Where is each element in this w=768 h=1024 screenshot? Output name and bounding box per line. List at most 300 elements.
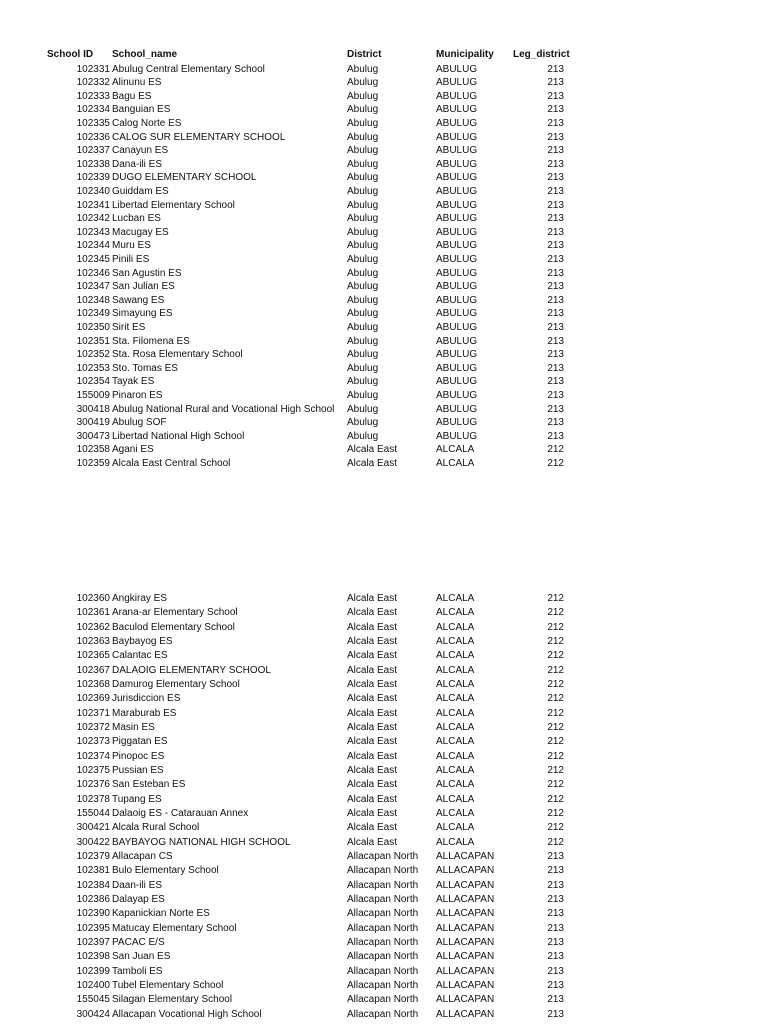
- table-row: [0, 793, 768, 807]
- school-name-cell: Baculod Elementary School: [112, 621, 235, 633]
- municipality-cell: ALLACAPAN: [436, 865, 495, 877]
- table-row: [0, 807, 768, 821]
- district-cell: Allacapan North: [347, 979, 419, 991]
- district-cell: Abulug: [347, 321, 379, 333]
- school-name-cell: Alcala East Central School: [112, 457, 231, 469]
- school-name-cell: CALOG SUR ELEMENTARY SCHOOL: [112, 131, 286, 143]
- district-cell: Abulug: [347, 240, 379, 252]
- district-cell: Allacapan North: [347, 951, 419, 963]
- school-name-cell: Sawang ES: [112, 294, 165, 306]
- municipality-cell: ALLACAPAN: [436, 1008, 495, 1020]
- district-cell: Alcala East: [347, 593, 398, 604]
- municipality-cell: ABULUG: [436, 240, 478, 252]
- school-name-cell: Damurog Elementary School: [112, 678, 240, 690]
- school-name-cell: Alinunu ES: [112, 77, 162, 89]
- table-row: [0, 850, 768, 864]
- municipality-cell: ALCALA: [436, 836, 475, 848]
- district-cell: Abulug: [347, 131, 379, 143]
- district-cell: Abulug: [347, 213, 379, 225]
- municipality-cell: ALCALA: [436, 736, 475, 748]
- municipality-cell: ALCALA: [436, 444, 475, 456]
- school-name-cell: Guiddam ES: [112, 185, 169, 197]
- table-row: [0, 707, 768, 721]
- table-row: [0, 362, 768, 376]
- district-cell: Alcala East: [347, 807, 398, 819]
- school-name-cell: Allacapan CS: [112, 850, 173, 862]
- school-name-cell: Abulug SOF: [112, 417, 167, 429]
- school-name-cell: Agani ES: [112, 444, 154, 456]
- school-id-cell: 102334: [76, 104, 110, 116]
- leg-district-cell: 213: [547, 253, 564, 265]
- school-id-cell: 300422: [76, 836, 110, 848]
- school-id-cell: 102349: [76, 308, 110, 320]
- school-name-cell: Calog Norte ES: [112, 117, 182, 129]
- school-name-cell: Masin ES: [112, 721, 155, 733]
- district-cell: Abulug: [347, 308, 379, 320]
- school-name-cell: Sto. Tomas ES: [112, 362, 178, 374]
- school-id-cell: 102390: [76, 908, 110, 920]
- school-id-cell: 102331: [76, 63, 110, 75]
- school-id-cell: 102360: [76, 593, 110, 604]
- leg-district-cell: 213: [547, 294, 564, 306]
- school-id-cell: 102400: [76, 979, 110, 991]
- leg-district-cell: 212: [547, 664, 564, 676]
- school-id-cell: 102351: [76, 335, 110, 347]
- municipality-cell: ABULUG: [436, 158, 478, 170]
- school-name-cell: Jurisdiccion ES: [112, 693, 181, 705]
- school-id-cell: 155009: [76, 389, 110, 401]
- leg-district-cell: 212: [547, 807, 564, 819]
- school-id-cell: 102359: [76, 457, 110, 469]
- district-cell: Alcala East: [347, 693, 398, 705]
- leg-district-cell: 213: [547, 936, 564, 948]
- school-name-cell: Kapanickian Norte ES: [112, 908, 210, 920]
- leg-district-cell: 212: [547, 736, 564, 748]
- header-municipality: Municipality: [436, 49, 494, 60]
- municipality-cell: ALCALA: [436, 607, 475, 619]
- district-cell: Allacapan North: [347, 1008, 419, 1020]
- school-id-cell: 102378: [76, 793, 110, 805]
- district-cell: Allacapan North: [347, 922, 419, 934]
- school-name-cell: DUGO ELEMENTARY SCHOOL: [112, 172, 257, 184]
- municipality-cell: ALLACAPAN: [436, 908, 495, 920]
- leg-district-cell: 213: [547, 965, 564, 977]
- district-cell: Alcala East: [347, 736, 398, 748]
- district-cell: Allacapan North: [347, 865, 419, 877]
- table-row: [0, 348, 768, 362]
- district-cell: Abulug: [347, 90, 379, 102]
- leg-district-cell: 213: [547, 865, 564, 877]
- leg-district-cell: 213: [547, 172, 564, 184]
- table-row: [0, 321, 768, 335]
- district-cell: Abulug: [347, 158, 379, 170]
- district-cell: Abulug: [347, 172, 379, 184]
- table-row: [0, 965, 768, 979]
- municipality-cell: ALLACAPAN: [436, 850, 495, 862]
- school-id-cell: 102345: [76, 253, 110, 265]
- school-name-cell: San Esteban ES: [112, 779, 186, 791]
- school-id-cell: 102373: [76, 736, 110, 748]
- leg-district-cell: 213: [547, 267, 564, 279]
- municipality-cell: ABULUG: [436, 226, 478, 238]
- school-id-cell: 102340: [76, 185, 110, 197]
- school-name-cell: Libertad Elementary School: [112, 199, 235, 211]
- district-cell: Abulug: [347, 403, 379, 415]
- table-row: [0, 267, 768, 281]
- school-id-cell: 102344: [76, 240, 110, 252]
- school-name-cell: Tupang ES: [112, 793, 162, 805]
- school-name-cell: Baybayog ES: [112, 635, 173, 647]
- table-row: [0, 199, 768, 213]
- district-cell: Abulug: [347, 281, 379, 293]
- school-name-cell: Tubel Elementary School: [112, 979, 224, 991]
- leg-district-cell: 212: [547, 836, 564, 848]
- municipality-cell: ALCALA: [436, 693, 475, 705]
- municipality-cell: ABULUG: [436, 90, 478, 102]
- school-id-cell: 102337: [76, 145, 110, 157]
- table-row: [0, 1008, 768, 1022]
- school-id-cell: 102376: [76, 779, 110, 791]
- municipality-cell: ALLACAPAN: [436, 994, 495, 1006]
- school-name-cell: Abulug Central Elementary School: [112, 63, 265, 75]
- table-row: [0, 606, 768, 620]
- municipality-cell: ALLACAPAN: [436, 979, 495, 991]
- table-row: [0, 664, 768, 678]
- leg-district-cell: 213: [547, 199, 564, 211]
- school-name-cell: Daan-ili ES: [112, 879, 163, 891]
- district-cell: Alcala East: [347, 721, 398, 733]
- table-row: [0, 226, 768, 240]
- school-id-cell: 102371: [76, 707, 110, 719]
- district-cell: Allacapan North: [347, 850, 419, 862]
- leg-district-cell: 213: [547, 281, 564, 293]
- table-row: [0, 103, 768, 117]
- school-name-cell: Angkiray ES: [112, 593, 168, 604]
- table-row: [0, 692, 768, 706]
- leg-district-cell: 213: [547, 389, 564, 401]
- municipality-cell: ALCALA: [436, 678, 475, 690]
- municipality-cell: ALCALA: [436, 593, 475, 604]
- school-id-cell: 102374: [76, 750, 110, 762]
- table-row: [0, 735, 768, 749]
- school-name-cell: Sta. Rosa Elementary School: [112, 349, 243, 361]
- district-cell: Allacapan North: [347, 893, 419, 905]
- school-id-cell: 102352: [76, 349, 110, 361]
- leg-district-cell: 212: [547, 607, 564, 619]
- leg-district-cell: 213: [547, 994, 564, 1006]
- municipality-cell: ALCALA: [436, 764, 475, 776]
- school-name-cell: Pinaron ES: [112, 389, 163, 401]
- school-name-cell: Bagu ES: [112, 90, 152, 102]
- municipality-cell: ABULUG: [436, 308, 478, 320]
- district-cell: Abulug: [347, 77, 379, 89]
- school-name-cell: Tayak ES: [112, 376, 155, 388]
- municipality-cell: ABULUG: [436, 267, 478, 279]
- table-row: [0, 430, 768, 444]
- school-id-cell: 102363: [76, 635, 110, 647]
- municipality-cell: ABULUG: [436, 199, 478, 211]
- district-cell: Alcala East: [347, 793, 398, 805]
- leg-district-cell: 213: [547, 403, 564, 415]
- table-row: [0, 836, 768, 850]
- school-id-cell: 102361: [76, 607, 110, 619]
- school-id-cell: 300421: [76, 822, 110, 834]
- district-cell: Abulug: [347, 389, 379, 401]
- municipality-cell: ALCALA: [436, 457, 475, 469]
- school-name-cell: Calantac ES: [112, 650, 168, 662]
- district-cell: Alcala East: [347, 650, 398, 662]
- table-row: [0, 879, 768, 893]
- school-name-cell: Piggatan ES: [112, 736, 168, 748]
- municipality-cell: ABULUG: [436, 376, 478, 388]
- municipality-cell: ABULUG: [436, 389, 478, 401]
- table-row: [0, 764, 768, 778]
- municipality-cell: ALLACAPAN: [436, 965, 495, 977]
- leg-district-cell: 213: [547, 213, 564, 225]
- municipality-cell: ABULUG: [436, 77, 478, 89]
- table-row: [0, 778, 768, 792]
- leg-district-cell: 212: [547, 621, 564, 633]
- district-cell: Alcala East: [347, 750, 398, 762]
- school-name-cell: PACAC E/S: [112, 936, 165, 948]
- municipality-cell: ALLACAPAN: [436, 922, 495, 934]
- table-row: [0, 721, 768, 735]
- district-cell: Abulug: [347, 253, 379, 265]
- school-id-cell: 300418: [76, 403, 110, 415]
- school-id-cell: 102353: [76, 362, 110, 374]
- school-name-cell: Muru ES: [112, 240, 151, 252]
- leg-district-cell: 213: [547, 117, 564, 129]
- municipality-cell: ABULUG: [436, 185, 478, 197]
- municipality-cell: ALCALA: [436, 750, 475, 762]
- school-id-cell: 102381: [76, 865, 110, 877]
- table-row: [0, 922, 768, 936]
- district-cell: Allacapan North: [347, 908, 419, 920]
- school-id-cell: 155044: [76, 807, 110, 819]
- table-row: [0, 907, 768, 921]
- municipality-cell: ALCALA: [436, 793, 475, 805]
- municipality-cell: ABULUG: [436, 104, 478, 116]
- school-id-cell: 102350: [76, 321, 110, 333]
- leg-district-cell: 213: [547, 879, 564, 891]
- table-row: [0, 158, 768, 172]
- table-row: [0, 76, 768, 90]
- municipality-cell: ALCALA: [436, 779, 475, 791]
- leg-district-cell: 213: [547, 349, 564, 361]
- municipality-cell: ABULUG: [436, 253, 478, 265]
- municipality-cell: ABULUG: [436, 294, 478, 306]
- school-id-cell: 102332: [76, 77, 110, 89]
- leg-district-cell: 213: [547, 104, 564, 116]
- school-id-cell: 102348: [76, 294, 110, 306]
- district-cell: Abulug: [347, 294, 379, 306]
- table-row: [0, 649, 768, 663]
- table-row: [0, 117, 768, 131]
- school-name-cell: Allacapan Vocational High School: [112, 1008, 262, 1020]
- school-name-cell: Simayung ES: [112, 308, 173, 320]
- district-cell: Abulug: [347, 185, 379, 197]
- header-leg-district: Leg_district: [513, 49, 570, 60]
- school-name-cell: Tamboli ES: [112, 965, 163, 977]
- leg-district-cell: 213: [547, 77, 564, 89]
- leg-district-cell: 213: [547, 131, 564, 143]
- municipality-cell: ALCALA: [436, 650, 475, 662]
- leg-district-cell: 212: [547, 593, 564, 604]
- school-name-cell: San Agustin ES: [112, 267, 182, 279]
- district-cell: Alcala East: [347, 621, 398, 633]
- municipality-cell: ALCALA: [436, 707, 475, 719]
- table-row: [0, 893, 768, 907]
- school-name-cell: Bulo Elementary School: [112, 865, 219, 877]
- municipality-cell: ALLACAPAN: [436, 951, 495, 963]
- district-cell: Abulug: [347, 104, 379, 116]
- district-cell: Abulug: [347, 63, 379, 75]
- school-id-cell: 300473: [76, 430, 110, 442]
- leg-district-cell: 212: [547, 764, 564, 776]
- table-row: [0, 936, 768, 950]
- district-cell: Alcala East: [347, 678, 398, 690]
- leg-district-cell: 213: [547, 850, 564, 862]
- table-row: [0, 280, 768, 294]
- table-row: [0, 185, 768, 199]
- table-row: [0, 621, 768, 635]
- municipality-cell: ABULUG: [436, 403, 478, 415]
- school-id-cell: 102395: [76, 922, 110, 934]
- municipality-cell: ABULUG: [436, 349, 478, 361]
- table-row: [0, 864, 768, 878]
- school-id-cell: 102354: [76, 376, 110, 388]
- school-name-cell: Sirit ES: [112, 321, 146, 333]
- municipality-cell: ABULUG: [436, 131, 478, 143]
- municipality-cell: ALLACAPAN: [436, 879, 495, 891]
- table-row: [0, 979, 768, 993]
- leg-district-cell: 213: [547, 240, 564, 252]
- school-id-cell: 102379: [76, 850, 110, 862]
- table-row: [0, 416, 768, 430]
- leg-district-cell: 213: [547, 335, 564, 347]
- leg-district-cell: 212: [547, 721, 564, 733]
- leg-district-cell: 212: [547, 779, 564, 791]
- school-id-cell: 102343: [76, 226, 110, 238]
- table-row: [0, 375, 768, 389]
- district-cell: Abulug: [347, 376, 379, 388]
- table-row: [0, 993, 768, 1007]
- district-cell: Abulug: [347, 267, 379, 279]
- leg-district-cell: 213: [547, 90, 564, 102]
- table-row: [0, 950, 768, 964]
- school-id-cell: 102372: [76, 721, 110, 733]
- school-name-cell: Libertad National High School: [112, 430, 245, 442]
- district-cell: Abulug: [347, 199, 379, 211]
- table-row: [0, 335, 768, 349]
- municipality-cell: ALLACAPAN: [436, 936, 495, 948]
- school-id-cell: 102386: [76, 893, 110, 905]
- table-row: [0, 63, 768, 77]
- school-id-cell: 102365: [76, 650, 110, 662]
- school-id-cell: 300424: [76, 1008, 110, 1020]
- leg-district-cell: 213: [547, 185, 564, 197]
- municipality-cell: ABULUG: [436, 281, 478, 293]
- leg-district-cell: 213: [547, 145, 564, 157]
- district-cell: Allacapan North: [347, 994, 419, 1006]
- table-row: [0, 389, 768, 403]
- school-id-cell: 102346: [76, 267, 110, 279]
- school-id-cell: 102333: [76, 90, 110, 102]
- leg-district-cell: 212: [547, 650, 564, 662]
- district-cell: Abulug: [347, 226, 379, 238]
- school-id-cell: 300419: [76, 417, 110, 429]
- leg-district-cell: 213: [547, 158, 564, 170]
- municipality-cell: ABULUG: [436, 321, 478, 333]
- table-row: [0, 239, 768, 253]
- school-name-cell: DALAOIG ELEMENTARY SCHOOL: [112, 664, 271, 676]
- district-cell: Allacapan North: [347, 936, 419, 948]
- municipality-cell: ALCALA: [436, 807, 475, 819]
- municipality-cell: ALCALA: [436, 621, 475, 633]
- district-cell: Alcala East: [347, 635, 398, 647]
- school-id-cell: 102397: [76, 936, 110, 948]
- school-name-cell: Alcala Rural School: [112, 822, 200, 834]
- table-row: [0, 90, 768, 104]
- district-cell: Abulug: [347, 349, 379, 361]
- school-id-cell: 102342: [76, 213, 110, 225]
- leg-district-cell: 213: [547, 362, 564, 374]
- municipality-cell: ABULUG: [436, 117, 478, 129]
- school-id-cell: 102368: [76, 678, 110, 690]
- table-row: [0, 212, 768, 226]
- school-name-cell: Dana-ili ES: [112, 158, 163, 170]
- district-cell: Alcala East: [347, 836, 398, 848]
- school-name-cell: Dalaoig ES - Catarauan Annex: [112, 807, 249, 819]
- table-row: [0, 592, 768, 606]
- leg-district-cell: 213: [547, 951, 564, 963]
- district-cell: Abulug: [347, 145, 379, 157]
- table-row: [0, 294, 768, 308]
- school-name-cell: Dalayap ES: [112, 893, 165, 905]
- leg-district-cell: 213: [547, 1008, 564, 1020]
- municipality-cell: ABULUG: [436, 172, 478, 184]
- header-row: [0, 48, 768, 62]
- school-id-cell: 102341: [76, 199, 110, 211]
- school-id-cell: 102369: [76, 693, 110, 705]
- school-name-cell: Macugay ES: [112, 226, 169, 238]
- leg-district-cell: 212: [547, 635, 564, 647]
- district-cell: Alcala East: [347, 607, 398, 619]
- table-row: [0, 750, 768, 764]
- municipality-cell: ABULUG: [436, 335, 478, 347]
- municipality-cell: ALCALA: [436, 721, 475, 733]
- school-name-cell: Pinopoc ES: [112, 750, 165, 762]
- municipality-cell: ALCALA: [436, 822, 475, 834]
- table-row: [0, 307, 768, 321]
- municipality-cell: ABULUG: [436, 145, 478, 157]
- school-name-cell: Maraburab ES: [112, 707, 177, 719]
- table-row: [0, 457, 768, 471]
- table-row: [0, 403, 768, 417]
- district-cell: Allacapan North: [347, 879, 419, 891]
- school-name-cell: San Juan ES: [112, 951, 171, 963]
- school-id-cell: 102375: [76, 764, 110, 776]
- leg-district-cell: 213: [547, 417, 564, 429]
- district-cell: Abulug: [347, 117, 379, 129]
- header-school-name: School_name: [112, 49, 178, 60]
- municipality-cell: ALLACAPAN: [436, 893, 495, 905]
- leg-district-cell: 212: [547, 707, 564, 719]
- school-id-cell: 102362: [76, 621, 110, 633]
- school-id-cell: 102336: [76, 131, 110, 143]
- table-row: [0, 821, 768, 835]
- school-name-cell: Silagan Elementary School: [112, 994, 233, 1006]
